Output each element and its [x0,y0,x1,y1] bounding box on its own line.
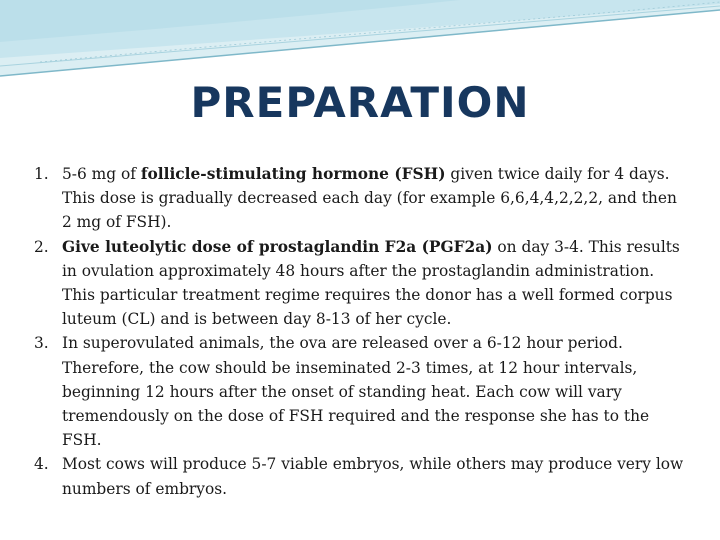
item-text: on day 3-4. This results in ovulation approximately 48 hours after the prostaglandin administration. This particular treatment regime requires the donor has a well formed corpus luteum (CL) and is between day 8-13 of her cycle. [62,237,680,329]
list-item-number: 1. [34,165,49,183]
list-item-number: 2. [34,237,49,256]
item-text-bold: follicle-stimulating hormone (FSH) [140,165,446,183]
list-item-number: 3. [34,334,49,353]
item-text-bold: Give luteolytic dose of prostaglandin F2a (PGF2a) [62,237,493,256]
item-text: Most cows will produce 5-7 viable embryos, while others may produce very low numbers of embryos. [62,455,684,498]
header-wave-decoration [0,0,720,80]
item-text: given twice daily for 4 days. This dose is gradually decreased each day (for example 6,6,4,4,2,2,2, and then 2 mg of FSH). [62,165,677,232]
list-item [30,162,690,235]
list-item [30,452,690,500]
slide-title: PREPARATION [190,78,530,127]
item-text: 5-6 mg of [62,165,141,183]
list-item-number: 4. [34,455,49,474]
item-text: In superovulated animals, the ova are released over a 6-12 hour period. Therefore, the cow should be inseminated 2-3 times, at 12 hour intervals, beginning 12 hours after the onset of standing heat. Each cow will vary tremendously on the dose of FSH required and the response she has to the FSH. [62,334,650,450]
list-item [30,331,690,452]
preparation-steps-list [30,162,690,501]
list-item [30,235,690,332]
